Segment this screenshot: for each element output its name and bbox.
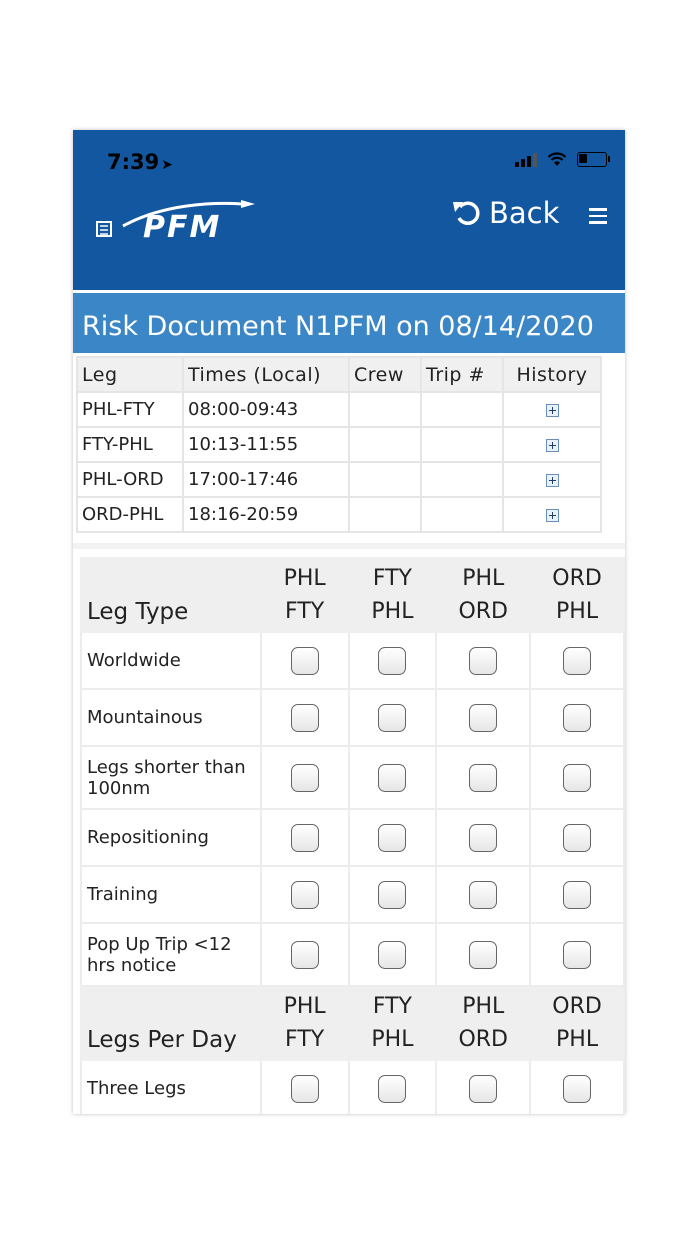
- risk-row-label: Mountainous: [81, 689, 261, 746]
- legs-per-day-header: [81, 986, 624, 1060]
- risk-checkbox[interactable]: [563, 647, 591, 675]
- column-header: PHL ORD: [436, 558, 530, 632]
- risk-checkbox[interactable]: [469, 824, 497, 852]
- risk-checkbox[interactable]: [378, 704, 406, 732]
- risk-row-repositioning: [81, 809, 624, 866]
- legs-table: [76, 356, 602, 533]
- trip-cell: [421, 462, 503, 497]
- header-leg: Leg: [77, 357, 183, 392]
- leg-cell: ORD-PHL: [77, 497, 183, 532]
- expand-plus-icon[interactable]: [546, 439, 559, 452]
- crew-cell: [349, 497, 421, 532]
- leg-cell: PHL-FTY: [77, 392, 183, 427]
- risk-checkbox[interactable]: [563, 941, 591, 969]
- risk-checkbox[interactable]: [291, 764, 319, 792]
- risk-row-worldwide: [81, 632, 624, 689]
- column-header: ORD PHL: [530, 986, 624, 1060]
- table-row: [77, 392, 601, 427]
- risk-checkbox[interactable]: [378, 647, 406, 675]
- risk-row-training: [81, 866, 624, 923]
- expand-plus-icon[interactable]: [546, 404, 559, 417]
- risk-checkbox[interactable]: [291, 824, 319, 852]
- leg-cell: PHL-ORD: [77, 462, 183, 497]
- risk-checkbox[interactable]: [563, 824, 591, 852]
- times-cell: 10:13-11:55: [183, 427, 349, 462]
- history-cell: [503, 392, 601, 427]
- header-history: History: [503, 357, 601, 392]
- section-label-legs-per-day: Legs Per Day: [81, 986, 261, 1060]
- undo-icon: [451, 198, 483, 228]
- document-title-bar: [73, 293, 625, 353]
- risk-checkbox[interactable]: [378, 764, 406, 792]
- app-screen: [73, 130, 625, 1114]
- history-cell: [503, 497, 601, 532]
- status-time: 7:39 ➤: [107, 150, 173, 174]
- risk-checkbox[interactable]: [291, 1075, 319, 1103]
- risk-factor-table: [80, 557, 625, 1114]
- risk-checkbox[interactable]: [378, 881, 406, 909]
- column-header: FTY PHL: [349, 986, 437, 1060]
- app-header: [73, 130, 625, 290]
- risk-row-mountainous: [81, 689, 624, 746]
- table-row: [77, 427, 601, 462]
- risk-checkbox[interactable]: [563, 764, 591, 792]
- battery-icon: [577, 152, 607, 167]
- risk-row-label: Legs shorter than 100nm: [81, 746, 261, 809]
- risk-row-label: Pop Up Trip <12 hrs notice: [81, 923, 261, 986]
- risk-checkbox[interactable]: [291, 941, 319, 969]
- times-cell: 17:00-17:46: [183, 462, 349, 497]
- history-cell: [503, 427, 601, 462]
- risk-checkbox[interactable]: [469, 941, 497, 969]
- leg-type-header: [81, 558, 624, 632]
- risk-checkbox[interactable]: [563, 704, 591, 732]
- leg-cell: FTY-PHL: [77, 427, 183, 462]
- wifi-icon: [547, 152, 567, 167]
- risk-row-label: Worldwide: [81, 632, 261, 689]
- back-label: Back: [489, 196, 560, 230]
- status-icons: [515, 152, 607, 167]
- column-header: ORD PHL: [530, 558, 624, 632]
- hamburger-menu-icon[interactable]: [589, 208, 607, 224]
- expand-plus-icon[interactable]: [546, 509, 559, 522]
- signal-icon: [515, 153, 537, 167]
- pfm-logo: PFM: [93, 196, 253, 248]
- column-header: FTY PHL: [349, 558, 437, 632]
- header-crew: Crew: [349, 357, 421, 392]
- times-cell: 08:00-09:43: [183, 392, 349, 427]
- crew-cell: [349, 427, 421, 462]
- risk-checkbox[interactable]: [563, 1075, 591, 1103]
- section-label-leg-type: Leg Type: [81, 558, 261, 632]
- history-cell: [503, 462, 601, 497]
- times-cell: 18:16-20:59: [183, 497, 349, 532]
- risk-checkbox[interactable]: [469, 881, 497, 909]
- risk-row-three-legs: [81, 1060, 624, 1114]
- page-title: Risk Document N1PFM on 08/14/2020: [82, 311, 594, 342]
- risk-checkbox[interactable]: [469, 647, 497, 675]
- risk-checkbox[interactable]: [291, 647, 319, 675]
- crew-cell: [349, 462, 421, 497]
- risk-row-label: Three Legs: [81, 1060, 261, 1114]
- risk-checkbox[interactable]: [469, 704, 497, 732]
- risk-checkbox[interactable]: [378, 824, 406, 852]
- back-button[interactable]: [451, 196, 559, 230]
- legs-table-header: [77, 357, 601, 392]
- risk-checkbox[interactable]: [469, 764, 497, 792]
- trip-cell: [421, 392, 503, 427]
- table-row: [77, 497, 601, 532]
- trip-cell: [421, 427, 503, 462]
- risk-checkbox[interactable]: [378, 1075, 406, 1103]
- section-divider: [73, 543, 625, 549]
- risk-row-pop-up-trip: [81, 923, 624, 986]
- risk-row-label: Repositioning: [81, 809, 261, 866]
- table-row: [77, 462, 601, 497]
- expand-plus-icon[interactable]: [546, 474, 559, 487]
- risk-checkbox[interactable]: [469, 1075, 497, 1103]
- risk-row-short-legs: [81, 746, 624, 809]
- risk-checkbox[interactable]: [291, 881, 319, 909]
- header-trip: Trip #: [421, 357, 503, 392]
- risk-checkbox[interactable]: [291, 704, 319, 732]
- risk-checkbox[interactable]: [378, 941, 406, 969]
- crew-cell: [349, 392, 421, 427]
- location-icon: ➤: [161, 157, 173, 173]
- risk-row-label: Training: [81, 866, 261, 923]
- risk-checkbox[interactable]: [563, 881, 591, 909]
- column-header: PHL FTY: [261, 558, 349, 632]
- column-header: PHL FTY: [261, 986, 349, 1060]
- column-header: PHL ORD: [436, 986, 530, 1060]
- trip-cell: [421, 497, 503, 532]
- header-times: Times (Local): [183, 357, 349, 392]
